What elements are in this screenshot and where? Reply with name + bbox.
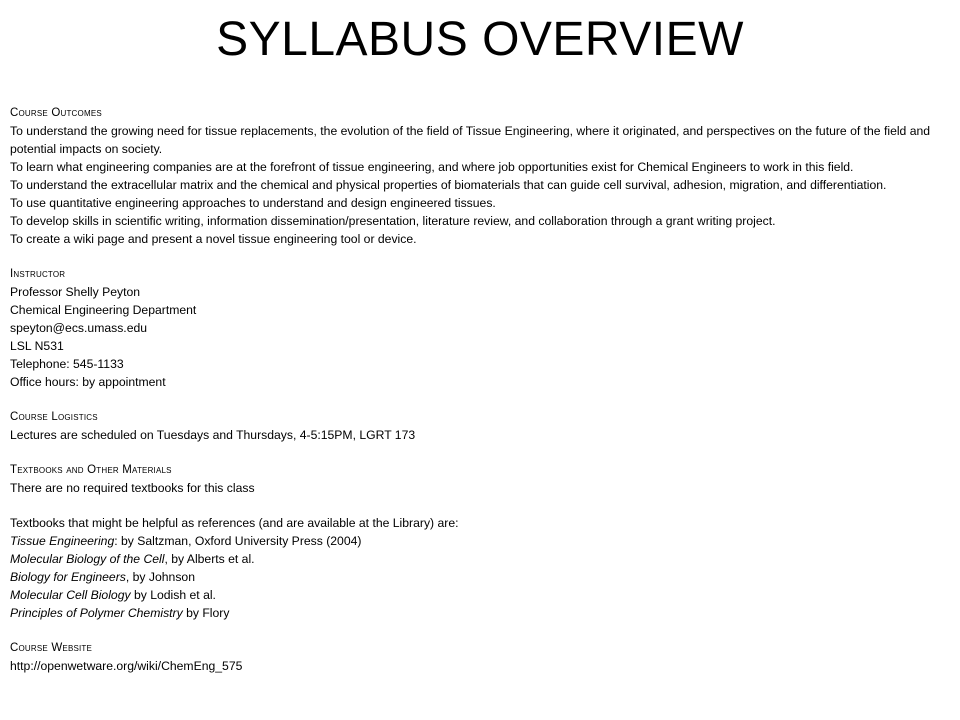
reference-details: by Lodish et al. [130,588,216,602]
reference-title: Molecular Biology of the Cell [10,552,165,566]
reference-item [10,586,955,604]
course-website-link[interactable]: http://openwetware.org/wiki/ChemEng_575 [10,659,243,673]
course-logistics-heading: Course Logistics [10,411,98,423]
outcome-item: To understand the growing need for tissue replacements, the evolution of the field of Tissue Engineering, where it originated, and perspectives on the future of the field and potential impacts on society. [10,124,931,156]
reference-item [10,550,955,568]
outcome-item: To use quantitative engineering approaches to understand and design engineered tissues. [10,196,496,210]
reference-title: Molecular Cell Biology [10,588,131,602]
section-spacer [10,391,955,408]
instructor-department: Chemical Engineering Department [10,303,197,317]
reference-title: Principles of Polymer Chemistry [10,606,183,620]
section-spacer [10,622,955,639]
outcome-item: To create a wiki page and present a novel tissue engineering tool or device. [10,232,417,246]
section-spacer [10,444,955,461]
instructor-telephone: Telephone: 545-1133 [10,357,124,371]
reference-details: , by Johnson [125,570,195,584]
reference-details: , by Alberts et al. [164,552,255,566]
reference-title: Biology for Engineers [10,570,126,584]
outcome-item: To develop skills in scientific writing, information dissemination/presentation, literature review, and collaboration through a grant writing project. [10,214,776,228]
section-spacer [10,248,955,265]
textbooks-heading: Textbooks and Other Materials [10,464,172,476]
instructor-office-hours: Office hours: by appointment [10,375,166,389]
reference-item [10,532,955,550]
reference-item [10,568,955,586]
section-spacer [10,497,955,514]
instructor-email[interactable]: speyton@ecs.umass.edu [10,321,148,335]
instructor-heading: Instructor [10,268,66,280]
syllabus-body [10,104,955,675]
outcome-item: To learn what engineering companies are at the forefront of tissue engineering, and where job opportunities exist for Chemical Engineers to work in this field. [10,160,854,174]
reference-item [10,604,955,622]
textbooks-required: There are no required textbooks for this class [10,481,255,495]
outcome-item: To understand the extracellular matrix and the chemical and physical properties of biomaterials that can guide cell survival, adhesion, migration, and differentiation. [10,178,887,192]
instructor-office: LSL N531 [10,339,64,353]
reference-title: Tissue Engineering [10,534,115,548]
logistics-text: Lectures are scheduled on Tuesdays and Thursdays, 4-5:15PM, LGRT 173 [10,428,416,442]
reference-details: by Flory [182,606,230,620]
instructor-name: Professor Shelly Peyton [10,285,141,299]
course-website-heading: Course Website [10,642,93,654]
page-title: SYLLABUS OVERVIEW [216,13,744,66]
course-outcomes-heading: Course Outcomes [10,107,102,119]
textbooks-intro: Textbooks that might be helpful as references (and are available at the Library) are: [10,516,459,530]
reference-details: : by Saltzman, Oxford University Press (2004) [114,534,362,548]
